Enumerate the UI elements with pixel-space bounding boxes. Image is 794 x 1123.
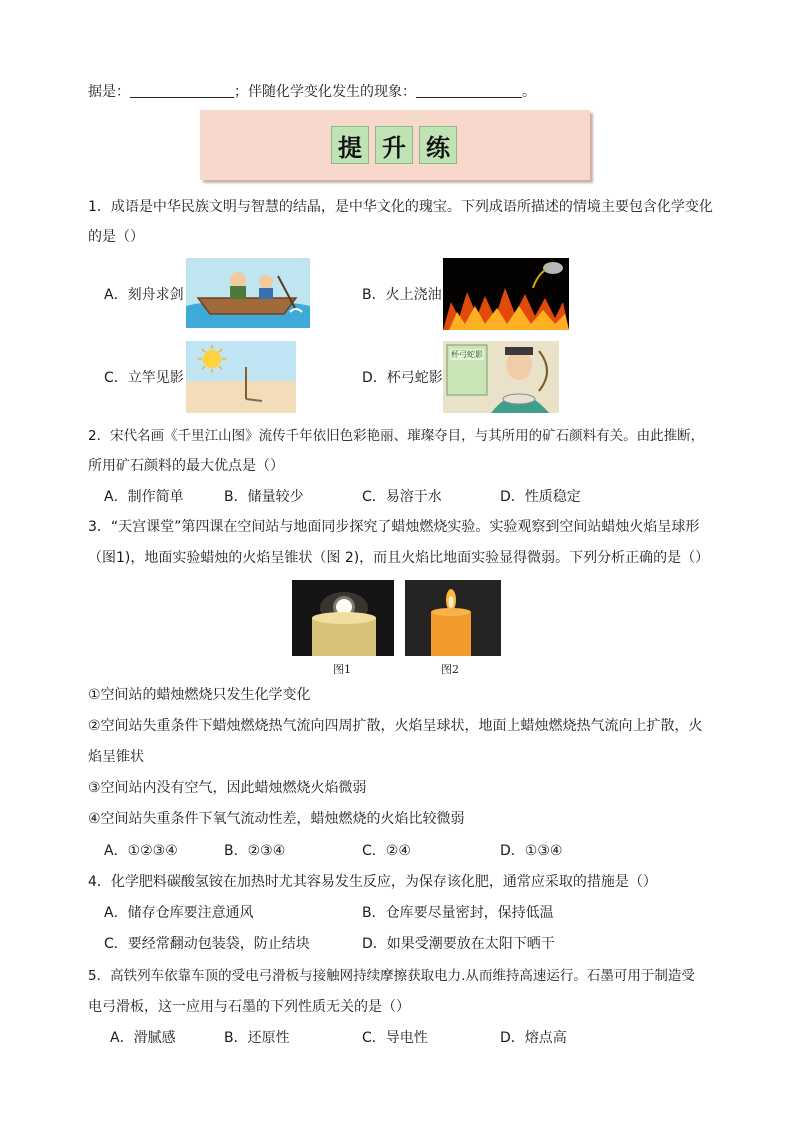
banner-char-1: 提	[331, 126, 369, 164]
banner-title	[328, 124, 460, 166]
q3-statement-2-line1: ②空间站失重条件下蜡烛燃烧热气流向四周扩散，火焰呈球状，地面上蜡烛燃烧热气流向上扩散，火	[88, 718, 703, 734]
q1-option-c[interactable]: C．立竿见影	[104, 370, 184, 386]
q3-statement-3: ③空间站内没有空气，因此蜡烛燃烧火焰微弱	[88, 780, 367, 796]
q2-option-c[interactable]: C．易溶于水	[362, 489, 442, 505]
q4-option-a[interactable]: A．储存仓库要注意通风	[104, 905, 254, 921]
q2-option-d[interactable]: D．性质稳定	[500, 489, 581, 505]
intro-suffix: 。	[522, 84, 536, 100]
candle-photo-ground	[405, 580, 501, 656]
intro-line	[88, 82, 536, 102]
figure-1-caption: 图1	[333, 663, 351, 676]
q3-statement-1: ①空间站的蜡烛燃烧只发生化学变化	[88, 687, 311, 703]
q4-option-c[interactable]: C．要经常翻动包装袋，防止结块	[104, 936, 310, 952]
q4-stem-line1: 4．化学肥料碳酸氢铵在加热时尤其容易发生反应，为保存该化肥，通常应采取的措施是（）	[88, 874, 657, 890]
candle-photo-space	[292, 580, 394, 656]
q1-stem-line2: 的是（）	[88, 229, 144, 245]
q5-option-b[interactable]: B．还原性	[224, 1030, 290, 1046]
fire-oil-photo	[443, 258, 569, 330]
cup-bow-illustration	[443, 341, 559, 413]
q5-stem-line2: 电弓滑板，这一应用与石墨的下列性质无关的是（）	[88, 999, 410, 1015]
intro-middle: ；伴随化学变化发生的现象：	[234, 84, 416, 100]
answer-blank-1[interactable]	[130, 83, 234, 98]
q3-stem-line1: 3．“天宫课堂”第四课在空间站与地面同步探究了蜡烛燃烧实验。实验观察到空间站蜡烛火焰呈球形	[88, 519, 700, 535]
q2-stem-line2: 所用矿石颜料的最大优点是（）	[88, 458, 284, 474]
q1-option-d[interactable]: D．杯弓蛇影	[362, 370, 443, 386]
answer-blank-2[interactable]	[416, 83, 522, 98]
q5-option-c[interactable]: C．导电性	[362, 1030, 428, 1046]
q2-stem-line1: 2．宋代名画《千里江山图》流传千年依旧色彩艳丽、璀璨夺目，与其所用的矿石颜料有关。由此推断，	[88, 428, 705, 444]
section-banner	[200, 110, 590, 180]
q4-option-d[interactable]: D．如果受潮要放在太阳下晒干	[362, 936, 555, 952]
cup-bow-label: 杯弓蛇影	[451, 350, 483, 359]
q3-stem-line2: （图1)，地面实验蜡烛的火焰呈锥状（图 2)，而且火焰比地面实验显得微弱。下列分析正确的是（）	[88, 550, 710, 566]
q5-stem-line1: 5．高铁列车依靠车顶的受电弓滑板与接触网持续摩擦获取电力.从而维持高速运行。石墨可用于制造受	[88, 968, 695, 984]
q3-option-c[interactable]: C．②④	[362, 843, 411, 859]
q1-stem-line1: 1．成语是中华民族文明与智慧的结晶，是中华文化的瑰宝。下列成语所描述的情境主要包含化学变化	[88, 199, 713, 215]
q5-option-d[interactable]: D．熔点高	[500, 1030, 567, 1046]
q2-option-a[interactable]: A．制作简单	[104, 489, 184, 505]
q4-option-b[interactable]: B．仓库要尽量密封，保持低温	[362, 905, 554, 921]
q3-option-b[interactable]: B．②③④	[224, 843, 286, 859]
q5-option-a[interactable]: A．滑腻感	[110, 1030, 176, 1046]
q3-option-a[interactable]: A．①②③④	[104, 843, 178, 859]
q1-option-a[interactable]: A．刻舟求剑	[104, 287, 184, 303]
figure-2-caption: 图2	[441, 663, 459, 676]
pole-shadow-illustration	[186, 341, 296, 413]
q3-statement-4: ④空间站失重条件下氧气流动性差，蜡烛燃烧的火焰比较微弱	[88, 811, 465, 827]
q1-option-b[interactable]: B．火上浇油	[362, 287, 442, 303]
intro-prefix: 据是：	[88, 84, 130, 100]
q3-statement-2-line2: 焰呈锥状	[88, 749, 144, 765]
q3-option-d[interactable]: D．①③④	[500, 843, 563, 859]
banner-char-3: 练	[419, 126, 457, 164]
banner-char-2: 升	[375, 126, 413, 164]
q2-option-b[interactable]: B．储量较少	[224, 489, 304, 505]
boat-illustration	[186, 258, 310, 328]
